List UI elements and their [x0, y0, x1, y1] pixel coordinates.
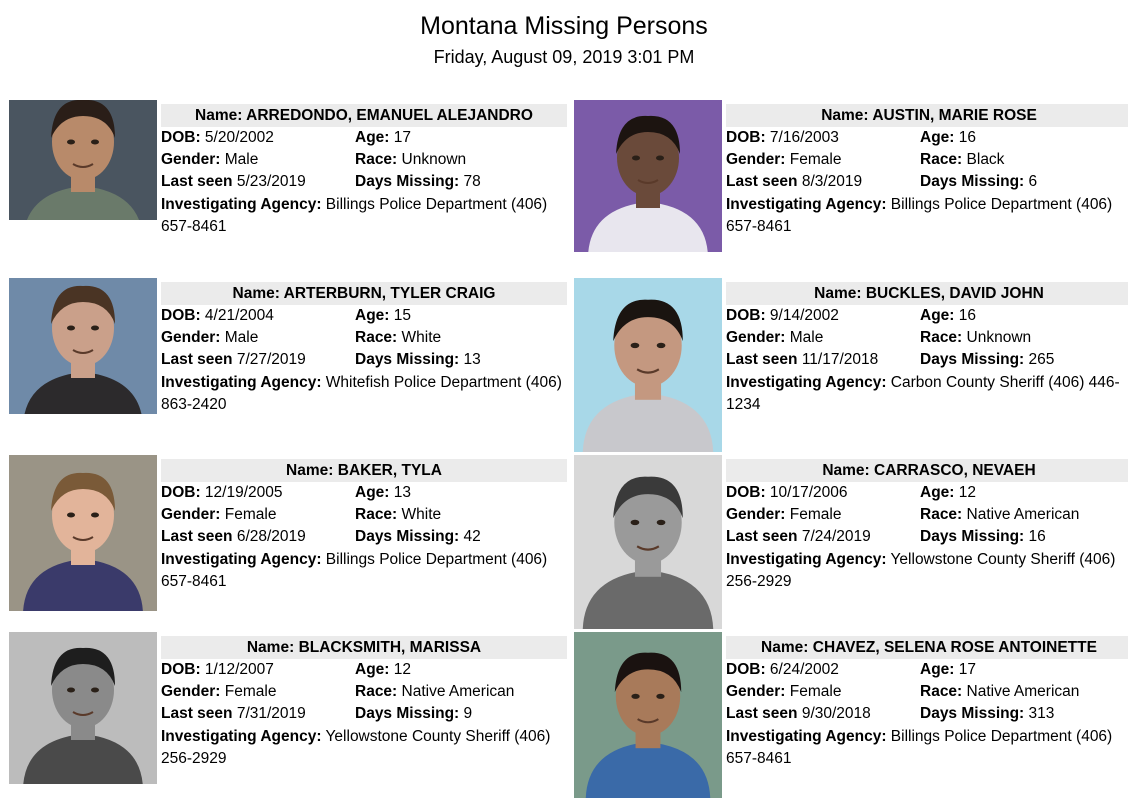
agency-phone: (406) 657-8461 — [161, 551, 548, 590]
last-seen-value: 8/3/2019 — [801, 173, 863, 190]
days-missing-label: Days Missing: — [920, 705, 1025, 722]
dob-value: 12/19/2005 — [204, 484, 283, 501]
race-label: Race: — [920, 506, 963, 523]
agency-value: Yellowstone County Sheriff — [325, 728, 510, 745]
person-photo — [574, 455, 722, 629]
last-seen-label: Last seen — [161, 351, 233, 368]
gender-value: Female — [789, 151, 842, 168]
race-value: Native American — [966, 683, 1080, 700]
agency-value: Whitefish Police Department — [325, 374, 522, 391]
last-seen-value: 11/17/2018 — [801, 351, 879, 368]
name-bar — [726, 104, 1128, 127]
person-photo — [9, 455, 157, 611]
person-name: BUCKLES, DAVID JOHN — [865, 285, 1044, 302]
race-label: Race: — [920, 683, 963, 700]
person-photo — [9, 100, 157, 220]
person-card — [574, 632, 1128, 792]
age-label: Age: — [355, 484, 390, 501]
person-info — [161, 636, 567, 770]
age-label: Age: — [920, 307, 955, 324]
agency-value: Billings Police Department — [325, 551, 507, 568]
age-label: Age: — [355, 129, 390, 146]
dob-value: 1/12/2007 — [204, 661, 274, 678]
name-label: Name: — [822, 462, 870, 479]
agency-phone: (406) 446-1234 — [726, 374, 1120, 413]
person-card — [9, 455, 569, 615]
gender-value: Female — [789, 506, 842, 523]
agency-label: Investigating Agency: — [726, 551, 887, 568]
age-value: 12 — [958, 484, 977, 501]
agency-block — [161, 372, 567, 416]
person-card — [9, 100, 569, 260]
agency-phone: (406) 657-8461 — [726, 728, 1113, 767]
name-bar — [726, 636, 1128, 659]
age-value: 15 — [393, 307, 412, 324]
person-info — [161, 459, 567, 593]
agency-block — [726, 726, 1128, 770]
age-label: Age: — [355, 661, 390, 678]
person-info — [726, 459, 1128, 593]
person-info — [161, 104, 567, 238]
agency-block — [161, 549, 567, 593]
race-value: Unknown — [966, 329, 1032, 346]
gender-label: Gender: — [726, 329, 786, 346]
race-value: Unknown — [401, 151, 467, 168]
race-value: Black — [966, 151, 1005, 168]
age-value: 13 — [393, 484, 412, 501]
gender-value: Female — [224, 506, 277, 523]
days-missing-value: 13 — [463, 351, 481, 368]
dob-label: DOB: — [161, 129, 201, 146]
days-missing-label: Days Missing: — [920, 173, 1025, 190]
name-label: Name: — [761, 639, 809, 656]
page-title: Montana Missing Persons — [420, 12, 708, 40]
name-bar — [161, 282, 567, 305]
name-label: Name: — [246, 639, 295, 656]
person-photo — [9, 278, 157, 414]
person-photo — [574, 278, 722, 452]
person-name: CARRASCO, NEVAEH — [874, 462, 1036, 479]
name-label: Name: — [286, 462, 334, 479]
last-seen-value: 7/31/2019 — [236, 705, 306, 722]
person-name: BLACKSMITH, MARISSA — [298, 639, 482, 656]
days-missing-label: Days Missing: — [355, 351, 460, 368]
dob-label: DOB: — [161, 661, 201, 678]
last-seen-label: Last seen — [161, 173, 233, 190]
agency-value: Billings Police Department — [325, 196, 507, 213]
days-missing-label: Days Missing: — [355, 528, 460, 545]
dob-value: 6/24/2002 — [769, 661, 839, 678]
person-info — [726, 636, 1128, 770]
dob-value: 9/14/2002 — [769, 307, 839, 324]
race-label: Race: — [920, 329, 963, 346]
agency-block — [726, 549, 1128, 593]
gender-label: Gender: — [726, 506, 786, 523]
name-label: Name: — [814, 285, 862, 302]
days-missing-label: Days Missing: — [920, 351, 1025, 368]
age-label: Age: — [920, 129, 955, 146]
last-seen-label: Last seen — [726, 351, 798, 368]
gender-label: Gender: — [161, 329, 221, 346]
age-value: 12 — [393, 661, 412, 678]
agency-label: Investigating Agency: — [161, 728, 322, 745]
last-seen-label: Last seen — [726, 528, 798, 545]
person-info — [726, 282, 1128, 416]
age-value: 17 — [958, 661, 977, 678]
report-date: Friday, August 09, 2019 3:01 PM — [433, 47, 695, 67]
age-value: 16 — [958, 307, 977, 324]
last-seen-value: 9/30/2018 — [801, 705, 871, 722]
gender-value: Male — [224, 329, 259, 346]
dob-value: 10/17/2006 — [769, 484, 848, 501]
race-value: Native American — [401, 683, 515, 700]
person-card — [9, 632, 569, 792]
person-info — [161, 282, 567, 416]
last-seen-label: Last seen — [161, 705, 233, 722]
days-missing-value: 6 — [1028, 173, 1038, 190]
agency-value: Billings Police Department — [890, 728, 1072, 745]
race-label: Race: — [355, 683, 398, 700]
person-name: BAKER, TYLA — [337, 462, 442, 479]
person-name: CHAVEZ, SELENA ROSE ANTOINETTE — [812, 639, 1097, 656]
agency-block — [726, 194, 1128, 238]
race-label: Race: — [920, 151, 963, 168]
dob-value: 7/16/2003 — [769, 129, 839, 146]
person-photo — [574, 632, 722, 798]
agency-label: Investigating Agency: — [726, 374, 887, 391]
age-label: Age: — [355, 307, 390, 324]
gender-value: Female — [224, 683, 277, 700]
agency-block — [726, 372, 1128, 416]
person-card — [574, 455, 1128, 615]
gender-label: Gender: — [161, 683, 221, 700]
agency-phone: (406) 657-8461 — [161, 196, 548, 235]
person-name: ARREDONDO, EMANUEL ALEJANDRO — [246, 107, 533, 124]
race-value: Native American — [966, 506, 1080, 523]
gender-value: Female — [789, 683, 842, 700]
agency-label: Investigating Agency: — [726, 728, 887, 745]
days-missing-label: Days Missing: — [355, 173, 460, 190]
last-seen-label: Last seen — [726, 173, 798, 190]
agency-value: Yellowstone County Sheriff — [890, 551, 1075, 568]
person-name: ARTERBURN, TYLER CRAIG — [283, 285, 496, 302]
age-value: 16 — [958, 129, 977, 146]
name-bar — [726, 282, 1128, 305]
race-value: White — [401, 506, 442, 523]
last-seen-label: Last seen — [726, 705, 798, 722]
name-bar — [161, 636, 567, 659]
agency-label: Investigating Agency: — [726, 196, 887, 213]
days-missing-value: 16 — [1028, 528, 1046, 545]
last-seen-value: 7/24/2019 — [801, 528, 871, 545]
dob-value: 5/20/2002 — [204, 129, 274, 146]
agency-value: Carbon County Sheriff — [890, 374, 1044, 391]
last-seen-value: 6/28/2019 — [236, 528, 306, 545]
person-info — [726, 104, 1128, 238]
gender-label: Gender: — [161, 151, 221, 168]
last-seen-value: 7/27/2019 — [236, 351, 306, 368]
days-missing-value: 42 — [463, 528, 481, 545]
person-card — [574, 100, 1128, 260]
name-bar — [726, 459, 1128, 482]
age-label: Age: — [920, 661, 955, 678]
race-value: White — [401, 329, 442, 346]
agency-phone: (406) 256-2929 — [726, 551, 1116, 590]
days-missing-value: 313 — [1028, 705, 1055, 722]
dob-label: DOB: — [726, 129, 766, 146]
gender-label: Gender: — [161, 506, 221, 523]
age-value: 17 — [393, 129, 412, 146]
agency-phone: (406) 256-2929 — [161, 728, 551, 767]
person-name: AUSTIN, MARIE ROSE — [872, 107, 1037, 124]
person-photo — [574, 100, 722, 252]
gender-value: Male — [224, 151, 259, 168]
race-label: Race: — [355, 151, 398, 168]
agency-label: Investigating Agency: — [161, 374, 322, 391]
dob-label: DOB: — [161, 484, 201, 501]
person-card — [9, 278, 569, 438]
dob-label: DOB: — [726, 484, 766, 501]
days-missing-value: 265 — [1028, 351, 1055, 368]
name-label: Name: — [232, 285, 280, 302]
name-label: Name: — [195, 107, 243, 124]
last-seen-value: 5/23/2019 — [236, 173, 306, 190]
agency-block — [161, 194, 567, 238]
name-bar — [161, 459, 567, 482]
days-missing-value: 78 — [463, 173, 481, 190]
dob-value: 4/21/2004 — [204, 307, 274, 324]
days-missing-value: 9 — [463, 705, 473, 722]
name-bar — [161, 104, 567, 127]
person-photo — [9, 632, 157, 784]
gender-label: Gender: — [726, 683, 786, 700]
agency-phone: (406) 863-2420 — [161, 374, 562, 413]
race-label: Race: — [355, 506, 398, 523]
race-label: Race: — [355, 329, 398, 346]
dob-label: DOB: — [161, 307, 201, 324]
gender-value: Male — [789, 329, 824, 346]
agency-label: Investigating Agency: — [161, 551, 322, 568]
age-label: Age: — [920, 484, 955, 501]
days-missing-label: Days Missing: — [355, 705, 460, 722]
agency-phone: (406) 657-8461 — [726, 196, 1113, 235]
agency-value: Billings Police Department — [890, 196, 1072, 213]
person-card — [574, 278, 1128, 438]
gender-label: Gender: — [726, 151, 786, 168]
agency-label: Investigating Agency: — [161, 196, 322, 213]
last-seen-label: Last seen — [161, 528, 233, 545]
name-label: Name: — [821, 107, 869, 124]
dob-label: DOB: — [726, 307, 766, 324]
dob-label: DOB: — [726, 661, 766, 678]
agency-block — [161, 726, 567, 770]
days-missing-label: Days Missing: — [920, 528, 1025, 545]
